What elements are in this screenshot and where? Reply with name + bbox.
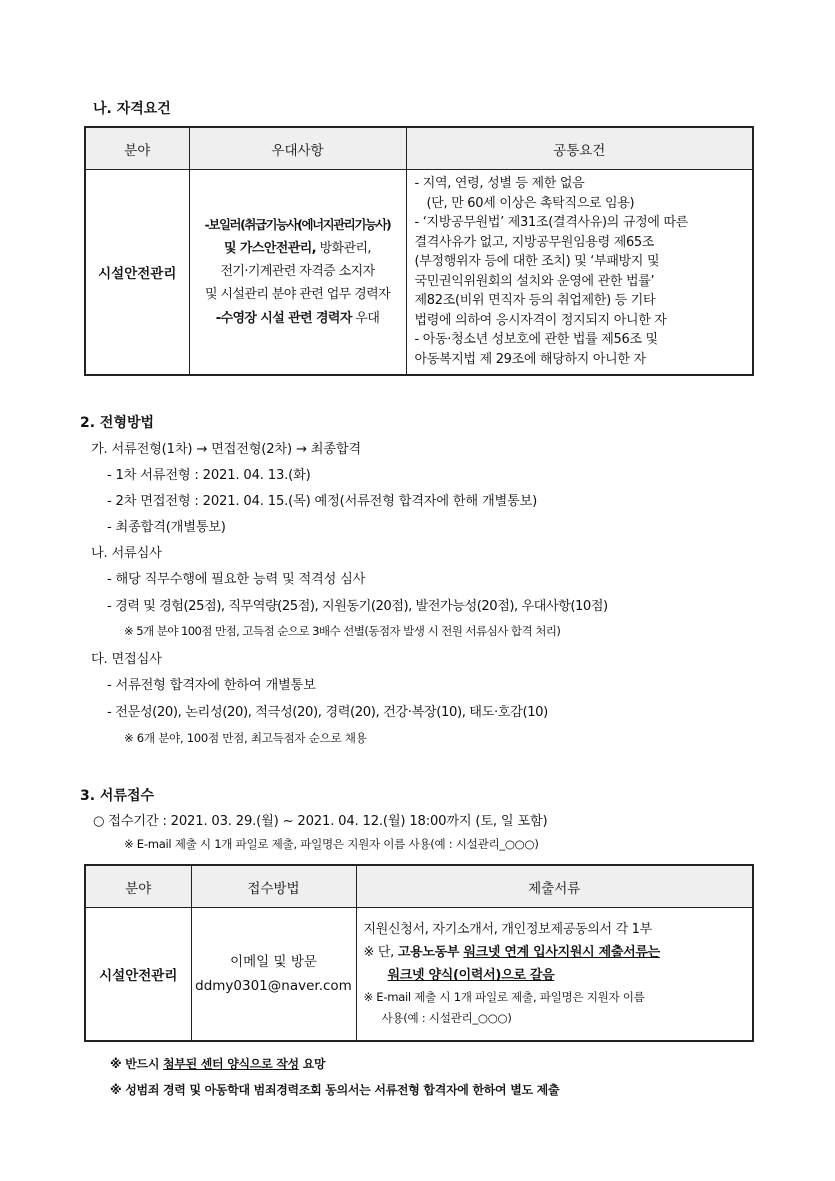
common-line: 법령에 의하여 응시자격이 정지되지 아니한 자 [414,312,667,328]
field-cell: 시설안전관리 [85,908,191,1041]
header-field: 분야 [85,865,191,908]
submission-table [84,864,754,1042]
selection-a-item: - 2차 면접전형 : 2021. 04. 15.(목) 예정(서류전형 합격자에 한해 개별통보) [107,494,538,509]
header-preference: 우대사항 [189,127,406,170]
header-field: 분야 [85,127,189,170]
selection-b-note: ※ 5개 분야 100점 만점, 고득점 순으로 3배수 선별(동점자 발생 시 전원 서류심사 합격 처리) [124,624,561,638]
selection-c-title: 다. 면접심사 [91,652,162,667]
method-line: 이메일 및 방문 [230,953,317,970]
submission-row [85,908,753,1041]
selection-b-item: - 해당 직무수행에 필요한 능력 및 적격성 심사 [107,572,366,587]
qualification-heading: 나. 자격요건 [93,101,171,117]
common-cell [406,170,753,375]
footnote-crime-record: ※ 성범죄 경력 및 아동학대 범죄경력조회 동의서는 서류전형 합격자에 한하여 별도 제출 [110,1083,560,1097]
common-line: (부정행위자 등에 대한 조치) 및 ‘부패방지 및 [414,254,660,270]
qualification-header-row [85,127,753,170]
submission-email-note: ※ E-mail 제출 시 1개 파일로 제출, 파일명은 지원자 이름 사용(예 : 시설관리_○○○) [124,837,539,851]
documents-note: ※ 단, 고용노동부 워크넷 연계 입사지원시 제출서류는 [363,945,660,961]
documents-email-note: ※ E-mail 제출 시 1개 파일로 제출, 파일명은 지원자 이름 [363,990,645,1005]
common-line: - 지역, 연령, 성별 등 제한 없음 [414,176,585,192]
common-line: - ‘지방공무원법’ 제31조(결격사유)의 규정에 따른 [414,215,689,231]
preference-line: 및 가스안전관리, 방화관리, [224,240,371,256]
field-cell: 시설안전관리 [85,170,189,375]
preference-line: -수영장 시설 관련 경력자 우대 [215,310,380,326]
selection-b-item: - 경력 및 경험(25점), 직무역량(25점), 지원동기(20점), 발전가능성(20점), 우대사항(10점) [107,599,608,614]
submission-period: ○ 접수기간 : 2021. 03. 29.(월) ~ 2021. 04. 12.(월) 18:00까지 (토, 일 포함) [93,814,548,829]
selection-c-note: ※ 6개 분야, 100점 만점, 최고득점자 순으로 채용 [124,731,367,745]
header-documents: 제출서류 [356,865,753,908]
documents-line: 지원신청서, 자기소개서, 개인정보제공동의서 각 1부 [363,922,652,938]
selection-a-item: - 1차 서류전형 : 2021. 04. 13.(화) [107,468,311,483]
common-line: 제82조(비위 면직자 등의 취업제한) 등 기타 [414,293,656,309]
preference-cell [189,170,406,375]
header-method: 접수방법 [191,865,356,908]
selection-c-item: - 전문성(20), 논리성(20), 적극성(20), 경력(20), 건강·복장(10), 태도·호감(10) [107,705,548,720]
email-address[interactable]: ddmy0301@naver.com [195,977,352,994]
selection-a-title: 가. 서류전형(1차) → 면접전형(2차) → 최종합격 [91,442,361,457]
preference-line: -보일러(취급기능사(에너지관리기능사) [204,217,391,233]
documents-note-cont: 워크넷 양식(이력서)으로 갈음 [387,968,555,984]
preference-line: 전기·기계관련 자격증 소지자 [220,264,375,280]
footnote-form: ※ 반드시 첨부된 센터 양식으로 작성 요망 [110,1057,326,1071]
submission-header-row [85,865,753,908]
documents-email-note-cont: 사용(예 : 시설관리_○○○) [381,1011,512,1026]
common-line: 결격사유가 없고, 지방공무원임용령 제65조 [414,234,655,250]
common-line: (단, 만 60세 이상은 촉탁직으로 임용) [426,195,635,211]
submission-heading: 3. 서류접수 [80,788,155,804]
common-line: 국민권익위원회의 설치와 운영에 관한 법률’ [414,273,655,289]
common-line: - 아동·청소년 성보호에 관한 법률 제56조 및 [414,332,658,348]
method-cell [191,908,356,1041]
documents-cell [356,908,753,1041]
qualification-table [84,126,754,376]
header-common: 공통요건 [406,127,753,170]
selection-heading: 2. 전형방법 [80,415,155,431]
common-line: 아동복지법 제 29조에 해당하지 아니한 자 [414,351,646,367]
qualification-row [85,170,753,375]
selection-b-title: 나. 서류심사 [91,546,162,561]
selection-a-item: - 최종합격(개별통보) [107,520,226,535]
selection-c-item: - 서류전형 합격자에 한하여 개별통보 [107,678,316,693]
preference-line: 및 시설관리 분야 관련 업무 경력자 [204,287,391,303]
